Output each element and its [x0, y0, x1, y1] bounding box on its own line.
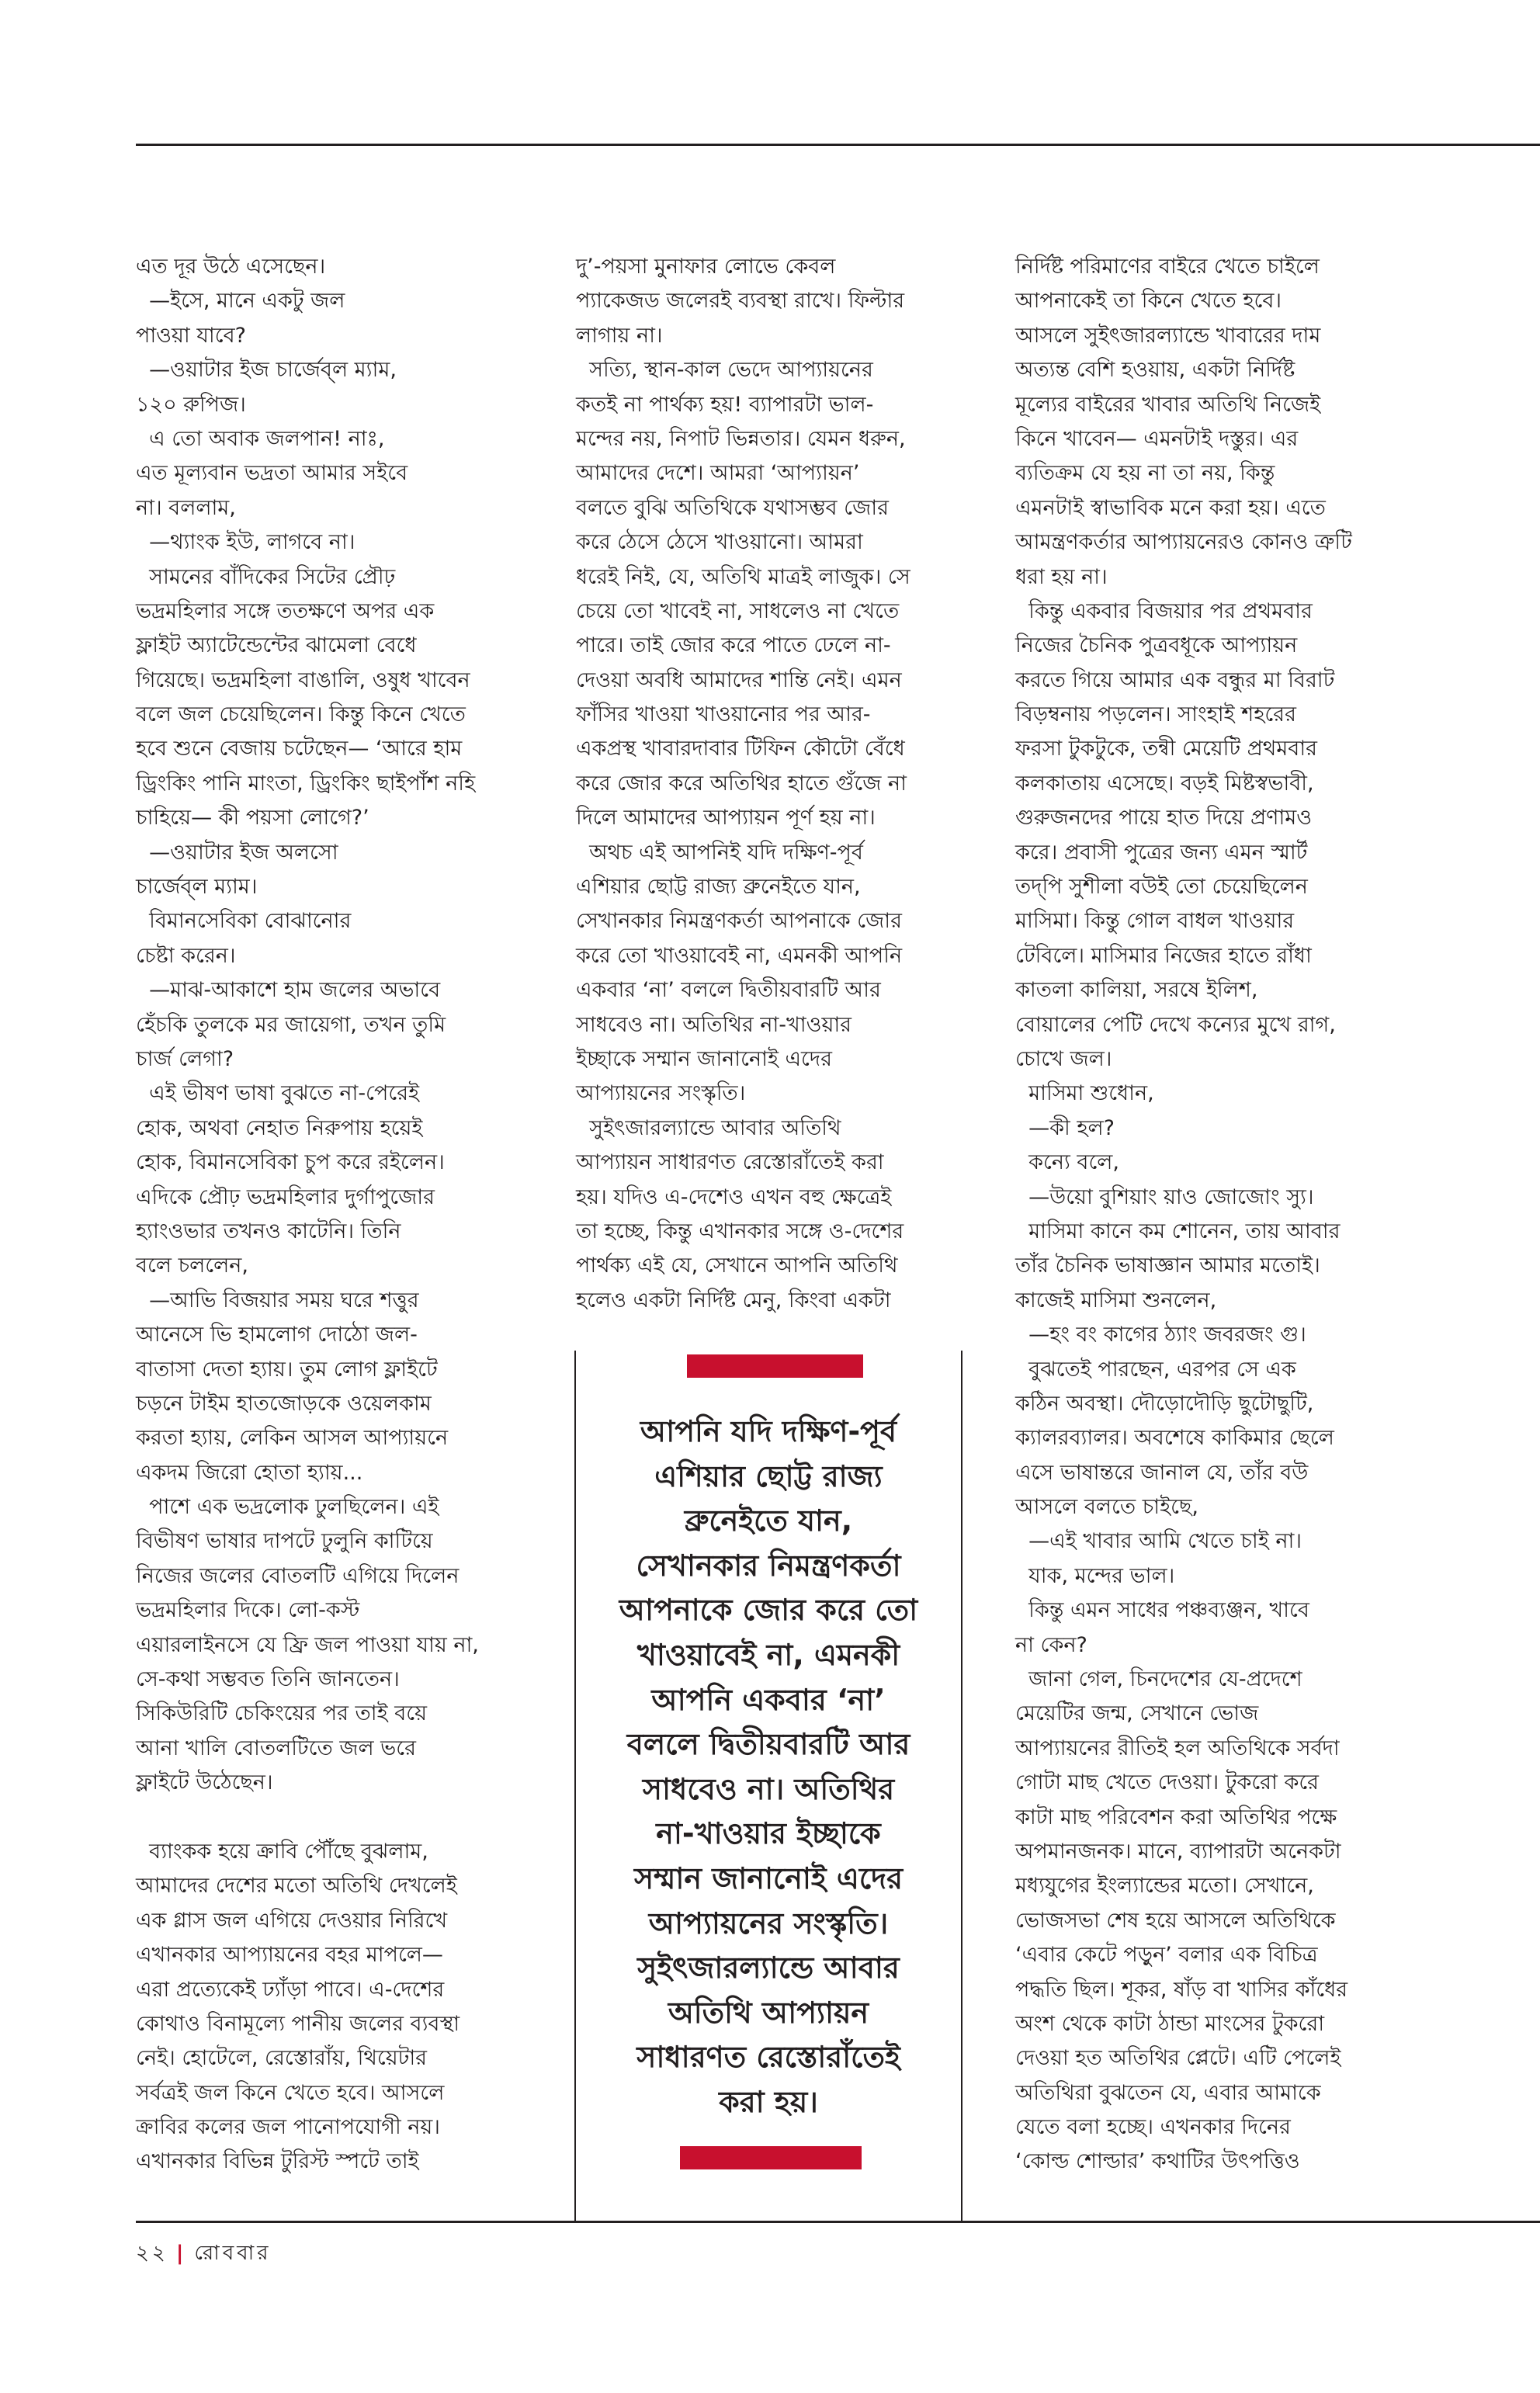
page-number: ২২ — [136, 2242, 168, 2265]
text-line: না। বললাম, — [136, 495, 236, 520]
text-line: ভদ্রমহিলার সঙ্গে ততক্ষণে অপর এক — [136, 598, 435, 623]
page-footer — [136, 2237, 272, 2271]
text-line: মধ্যযুগের ইংল্যান্ডের মতো। সেখানে, — [1015, 1874, 1314, 1899]
text-line: এখানকার বিভিন্ন টুরিস্ট স্পটে তাই — [136, 2149, 419, 2174]
text-line: —এই খাবার আমি খেতে চাই না। — [1015, 1529, 1302, 1554]
text-line: বোয়ালের পেটি দেখে কন্যের মুখে রাগ, — [1015, 1012, 1336, 1037]
pull-quote-line: না-খাওয়ার ইচ্ছাকে — [656, 1816, 881, 1851]
text-line: —হং বং কাগের ঠ্যাং জবরজং গু। — [1015, 1323, 1306, 1347]
text-line: মেয়েটির জন্ম, সেখানে ভোজ — [1015, 1701, 1259, 1726]
text-line: বুঝতেই পারছেন, এরপর সে এক — [1015, 1357, 1296, 1382]
text-line: না কেন? — [1015, 1632, 1087, 1657]
text-line: বিড়ম্বনায় পড়লেন। সাংহাই শহরের — [1015, 702, 1296, 727]
text-line: এদিকে প্রৌঢ় ভদ্রমহিলার দুর্গাপুজোর — [136, 1184, 435, 1209]
article-column-3 — [1015, 250, 1403, 2180]
footer-separator: | — [175, 2242, 187, 2265]
text-line: দেওয়া অবধি আমাদের শান্তি নেই। এমন — [576, 668, 902, 692]
pull-quote-line: অতিথি আপ্যায়ন — [668, 1995, 869, 2030]
text-line: কিন্তু এমন সাধের পঞ্চব্যঞ্জন, খাবে — [1015, 1598, 1309, 1623]
text-line: টেবিলে। মাসিমার নিজের হাতে রাঁধা — [1015, 943, 1312, 968]
text-line: বাতাসা দেতা হ্যায়। তুম লোগ ফ্লাইটে — [136, 1357, 438, 1382]
text-line: কিন্তু একবার বিজয়ার পর প্রথমবার — [1015, 598, 1313, 623]
text-line: কাটা মাছ পরিবেশন করা অতিথির পক্ষে — [1015, 1805, 1337, 1829]
text-line: যাক, মন্দের ভাল। — [1015, 1563, 1175, 1588]
text-line: করে তো খাওয়াবেই না, এমনকী আপনি — [576, 943, 903, 968]
text-line: ফাঁসির খাওয়া খাওয়ানোর পর আর- — [576, 702, 871, 727]
text-line: পদ্ধতি ছিল। শূকর, ষাঁড় বা খাসির কাঁধের — [1015, 1977, 1348, 2002]
pull-quote-line: খাওয়াবেই না, এমনকী — [636, 1637, 900, 1672]
text-line: একপ্রস্থ খাবারদাবার টিফিন কৌটো বেঁধে — [576, 737, 905, 761]
text-line: করে ঠেসে ঠেসে খাওয়ানো। আমরা — [576, 530, 863, 555]
text-line: কন্যে বলে, — [1015, 1150, 1120, 1175]
text-line: যেতে বলা হচ্ছে। এখনকার দিনের — [1015, 2115, 1291, 2140]
text-line: নির্দিষ্ট পরিমাণের বাইরে খেতে চাইলে — [1015, 255, 1320, 279]
text-line: হবে শুনে বেজায় চটেছেন— ‘আরে হাম — [136, 737, 463, 761]
text-line: ধরেই নিই, যে, অতিথি মাত্রই লাজুক। সে — [576, 564, 910, 589]
text-line: জানা গেল, চিনদেশের যে-প্রদেশে — [1015, 1667, 1302, 1692]
text-line: দু’-পয়সা মুনাফার লোভে কেবল — [576, 255, 836, 279]
text-line: ‘এবার কেটে পড়ুন’ বলার এক বিচিত্র — [1015, 1943, 1318, 1968]
text-line: আমন্ত্রণকর্তার আপ্যায়নেরও কোনও ত্রুটি — [1015, 530, 1352, 555]
text-line: হেঁচকি তুলকে মর জায়েগা, তখন তুমি — [136, 1012, 446, 1037]
text-line: ভদ্রমহিলার দিকে। লো-কস্ট — [136, 1598, 360, 1623]
pull-quote-line: সাধারণত রেস্তোরাঁতেই — [636, 2040, 900, 2075]
text-line: এ তো অবাক জলপান! নাঃ, — [136, 426, 385, 451]
text-line: হয়। যদিও এ-দেশেও এখন বহু ক্ষেত্রেই — [576, 1184, 892, 1209]
text-line: গুরুজনদের পায়ে হাত দিয়ে প্রণামও — [1015, 806, 1313, 831]
text-line: তদ্‌পি সুশীলা বউই তো চেয়েছিলেন — [1015, 875, 1308, 900]
article-column-2 — [576, 250, 964, 1318]
text-line: কাজেই মাসিমা শুনলেন, — [1015, 1288, 1217, 1313]
text-line: ব্যাংকক হয়ে ক্রাবি পৌঁছে বুঝলাম, — [136, 1839, 428, 1864]
text-line: সিকিউরিটি চেকিংয়ের পর তাই বয়ে — [136, 1701, 428, 1726]
text-line: সাধবেও না। অতিথির না-খাওয়ার — [576, 1012, 852, 1037]
pull-quote-line: সেখানকার নিমন্ত্রণকর্তা — [636, 1548, 901, 1583]
text-line: বলে জল চেয়েছিলেন। কিন্তু কিনে খেতে — [136, 702, 466, 727]
text-line: —আভি বিজয়ার সময় ঘরে শত্তুর — [136, 1288, 419, 1313]
pull-quote-line: সুইৎজারল্যান্ডে আবার — [637, 1951, 900, 1985]
text-line: পাওয়া যাবে? — [136, 323, 246, 348]
text-line: একদম জিরো হোতা হ্যায়... — [136, 1460, 363, 1485]
text-line: একবার ‘না’ বললে দ্বিতীয়বারটি আর — [576, 978, 881, 1003]
text-line: গোটা মাছ খেতে দেওয়া। টুকরো করে — [1015, 1770, 1320, 1795]
text-line: —কী হল? — [1015, 1115, 1115, 1140]
text-line: মূল্যের বাইরের খাবার অতিথি নিজেই — [1015, 392, 1321, 417]
text-line: এয়ারলাইনসে যে ফ্রি জল পাওয়া যায় না, — [136, 1632, 479, 1657]
text-line: ব্যতিক্রম যে হয় না তা নয়, কিন্তু — [1015, 461, 1275, 486]
text-line: লাগায় না। — [576, 323, 663, 348]
pull-quote-top-bar — [687, 1354, 863, 1378]
text-line: সামনের বাঁদিকের সিটের প্রৌঢ় — [136, 564, 396, 589]
text-line: ক্যালরব্যালর। অবশেষে কাকিমার ছেলে — [1015, 1426, 1334, 1451]
text-line: —উয়ো বুশিয়াং য়াও জোজোং স্যু। — [1015, 1184, 1314, 1209]
text-line: হলেও একটা নির্দিষ্ট মেনু, কিংবা একটা — [576, 1288, 891, 1313]
pull-quote-line: আপনাকে জোর করে তো — [619, 1593, 918, 1628]
text-line: মাসিমা। কিন্তু গোল বাধল খাওয়ার — [1015, 909, 1295, 934]
text-line: ক্রাবির কলের জল পানোপযোগী নয়। — [136, 2115, 440, 2140]
text-line: এমনটাই স্বাভাবিক মনে করা হয়। এতে — [1015, 495, 1326, 520]
text-line: নেই। হোটেলে, রেস্তোরাঁয়, থিয়েটার — [136, 2046, 428, 2071]
text-line: মন্দের নয়, নিপাট ভিন্নতার। যেমন ধরুন, — [576, 426, 906, 451]
text-line: দেওয়া হত অতিথির প্লেটে। এটি পেলেই — [1015, 2046, 1341, 2071]
text-line: কলকাতায় এসেছে। বড়ই মিষ্টস্বভাবী, — [1015, 771, 1314, 796]
text-line: হোক, বিমানসেবিকা চুপ করে রইলেন। — [136, 1150, 445, 1175]
text-line: অত্যন্ত বেশি হওয়ায়, একটা নির্দিষ্ট — [1015, 358, 1295, 383]
text-line: করতে গিয়ে আমার এক বন্ধুর মা বিরাট — [1015, 668, 1335, 692]
text-line: কঠিন অবস্থা। দৌড়োদৌড়ি ছুটোছুটি, — [1015, 1391, 1314, 1416]
pull-quote-line: আপ্যায়নের সংস্কৃতি। — [648, 1906, 889, 1940]
text-line: —ইসে, মানে একটু জল — [136, 289, 345, 314]
text-line: চার্জেব্‌ল ম্যাম। — [136, 875, 258, 900]
text-line: ধরা হয় না। — [1015, 564, 1108, 589]
text-line: পার্থক্য এই যে, সেখানে আপনি অতিথি — [576, 1254, 898, 1278]
text-line: আসলে সুইৎজারল্যান্ডে খাবারের দাম — [1015, 323, 1321, 348]
text-line: সুইৎজারল্যান্ডে আবার অতিথি — [576, 1115, 841, 1140]
pull-quote-line: আপনি একবার ‘না’ — [651, 1682, 886, 1717]
text-line: হ্যাংওভার তখনও কাটেনি। তিনি — [136, 1219, 401, 1243]
text-line: মাসিমা কানে কম শোনেন, তায় আবার — [1015, 1219, 1341, 1243]
text-line: পাশে এক ভদ্রলোক ঢুলছিলেন। এই — [136, 1495, 439, 1520]
text-line: চেষ্টা করেন। — [136, 943, 236, 968]
text-line: সেখানকার নিমন্ত্রণকর্তা আপনাকে জোর — [576, 909, 902, 934]
text-line: করতা হ্যায়, লেকিন আসল আপ্যায়নে — [136, 1426, 449, 1451]
text-line: এত মূল্যবান ভদ্রতা আমার সইবে — [136, 461, 408, 486]
text-line: নিজের চৈনিক পুত্রবধূকে আপ্যায়ন — [1015, 633, 1298, 658]
text-line: করে জোর করে অতিথির হাতে গুঁজে না — [576, 771, 907, 796]
pull-quote-line: সম্মান জানানোই এদের — [634, 1861, 903, 1895]
text-line: আপ্যায়নের সংস্কৃতি। — [576, 1081, 746, 1106]
magazine-name: রোববার — [194, 2242, 272, 2265]
pull-quote-line: সাধবেও না। অতিথির — [642, 1771, 895, 1806]
text-line: আসলে বলতে চাইছে, — [1015, 1495, 1198, 1520]
pull-quote-line: এশিয়ার ছোট্ট রাজ্য — [654, 1458, 883, 1493]
pull-quote-line: আপনি যদি দক্ষিণ-পূর্ব — [640, 1414, 897, 1448]
text-line: আমাদের দেশে। আমরা ‘আপ্যায়ন’ — [576, 461, 860, 486]
text-line: এরা প্রত্যেকেই ঢ্যাঁড়া পাবে। এ-দেশের — [136, 1977, 445, 2002]
text-line: —মাঝ-আকাশে হাম জলের অভাবে — [136, 978, 441, 1003]
text-line: অংশ থেকে কাটা ঠান্ডা মাংসের টুকরো — [1015, 2011, 1325, 2036]
text-line — [136, 1801, 524, 1835]
text-line: চাহিয়ে— কী পয়সা লোগে?’ — [136, 806, 369, 831]
pull-quote-right-divider — [961, 1351, 962, 2221]
pull-quote-line: ব্রুনেইতে যান, — [684, 1503, 853, 1538]
text-line: আনেসে ভি হামলোগ দোঠো জল- — [136, 1323, 418, 1347]
text-line: বলতে বুঝি অতিথিকে যথাসম্ভব জোর — [576, 495, 889, 520]
text-line: ফ্লাইটে উঠেছেন। — [136, 1770, 273, 1795]
text-line: মাসিমা শুধোন, — [1015, 1081, 1154, 1106]
text-line: বিমানসেবিকা বোঝানোর — [136, 909, 352, 934]
text-line: সত্যি, স্থান-কাল ভেদে আপ্যায়নের — [576, 358, 873, 383]
text-line: পারে। তাই জোর করে পাতে ঢেলে না- — [576, 633, 891, 658]
text-line: আপ্যায়ন সাধারণত রেস্তোরাঁতেই করা — [576, 1150, 884, 1175]
text-line: আনা খালি বোতলটিতে জল ভরে — [136, 1736, 416, 1760]
text-line: সে-কথা সম্ভবত তিনি জানতেন। — [136, 1667, 400, 1692]
text-line: আমাদের দেশের মতো অতিথি দেখলেই — [136, 1874, 457, 1899]
text-line: কিনে খাবেন— এমনটাই দস্তুর। এর — [1015, 426, 1299, 451]
text-line: অতিথিরা বুঝতেন যে, এবার আমাকে — [1015, 2080, 1321, 2105]
text-line: করে। প্রবাসী পুত্রের জন্য এমন স্মার্ট — [1015, 840, 1308, 865]
text-line: ইচ্ছাকে সম্মান জানানোই এদের — [576, 1046, 832, 1071]
text-line: আপনাকেই তা কিনে খেতে হবে। — [1015, 289, 1282, 314]
text-line: বলে চললেন, — [136, 1254, 248, 1278]
text-line: কোথাও বিনামূল্যে পানীয় জলের ব্যবস্থা — [136, 2011, 460, 2036]
text-line: প্যাকেজড জলেরই ব্যবস্থা রাখে। ফিল্টার — [576, 289, 905, 314]
text-line: এই ভীষণ ভাষা বুঝতে না-পেরেই — [136, 1081, 420, 1106]
text-line: কাতলা কালিয়া, সরষে ইলিশ, — [1015, 978, 1258, 1003]
text-line: এসে ভাষান্তরে জানাল যে, তাঁর বউ — [1015, 1460, 1309, 1485]
text-line: —ওয়াটার ইজ চার্জেব্‌ল ম্যাম, — [136, 358, 397, 383]
text-line: চার্জ লেগা? — [136, 1046, 234, 1071]
text-line: ১২০ রুপিজ। — [136, 392, 246, 417]
text-line: তা হচ্ছে, কিন্তু এখানকার সঙ্গে ও-দেশের — [576, 1219, 904, 1243]
text-line: অথচ এই আপনিই যদি দক্ষিণ-পূর্ব — [576, 840, 863, 865]
text-line: চেয়ে তো খাবেই না, সাধলেও না খেতে — [576, 598, 900, 623]
text-line: এখানকার আপ্যায়নের বহর মাপলে— — [136, 1943, 443, 1968]
top-rule — [136, 144, 1540, 146]
text-line: এশিয়ার ছোট্ট রাজ্য ব্রুনেইতে যান, — [576, 875, 861, 900]
text-line: তাঁর চৈনিক ভাষাজ্ঞান আমার মতোই। — [1015, 1254, 1320, 1278]
text-line: সর্বত্রই জল কিনে খেতে হবে। আসলে — [136, 2080, 445, 2105]
pull-quote-line: করা হয়। — [719, 2084, 818, 2119]
text-line: গিয়েছে। ভদ্রমহিলা বাঙালি, ওষুধ খাবেন — [136, 668, 470, 692]
text-line: এক গ্লাস জল এগিয়ে দেওয়ার নিরিখে — [136, 1908, 448, 1933]
text-line: বিভীষণ ভাষার দাপটে ঢুলুনি কাটিয়ে — [136, 1529, 433, 1554]
text-line: —থ্যাংক ইউ, লাগবে না। — [136, 530, 356, 555]
pull-quote-line: বললে দ্বিতীয়বারটি আর — [626, 1727, 910, 1762]
text-line: দিলে আমাদের আপ্যায়ন পূর্ণ হয় না। — [576, 806, 876, 831]
text-line: এত দূর উঠে এসেছেন। — [136, 255, 326, 279]
text-line: নিজের জলের বোতলটি এগিয়ে দিলেন — [136, 1563, 460, 1588]
text-line: ফ্লাইট অ্যাটেন্ডেন্টের ঝামেলা বেধে — [136, 633, 417, 658]
text-line: ভোজসভা শেষ হয়ে আসলে অতিথিকে — [1015, 1908, 1336, 1933]
pull-quote — [576, 1410, 961, 2125]
text-line: চড়নে টাইম হাতজোড়কে ওয়েলকাম — [136, 1391, 432, 1416]
text-line: ‘কোল্ড শোল্ডার’ কথাটির উৎপত্তিও — [1015, 2149, 1300, 2174]
article-column-1 — [136, 250, 524, 2180]
bottom-rule — [136, 2221, 1540, 2223]
pull-quote-bottom-bar — [680, 2146, 862, 2169]
text-line: —ওয়াটার ইজ অলসো — [136, 840, 338, 865]
text-line: অপমানজনক। মানে, ব্যাপারটা অনেকটা — [1015, 1839, 1341, 1864]
text-line: ফরসা টুকটুকে, তন্বী মেয়েটি প্রথমবার — [1015, 737, 1317, 761]
text-line: ড্রিংকিং পানি মাংতা, ড্রিংকিং ছাইপাঁশ নহি — [136, 771, 476, 796]
text-line: আপ্যায়নের রীতিই হল অতিথিকে সর্বদা — [1015, 1736, 1340, 1760]
text-line: হোক, অথবা নেহাত নিরুপায় হয়েই — [136, 1115, 423, 1140]
text-line: কতই না পার্থক্য হয়! ব্যাপারটা ভাল- — [576, 392, 874, 417]
text-line: চোখে জল। — [1015, 1046, 1112, 1071]
